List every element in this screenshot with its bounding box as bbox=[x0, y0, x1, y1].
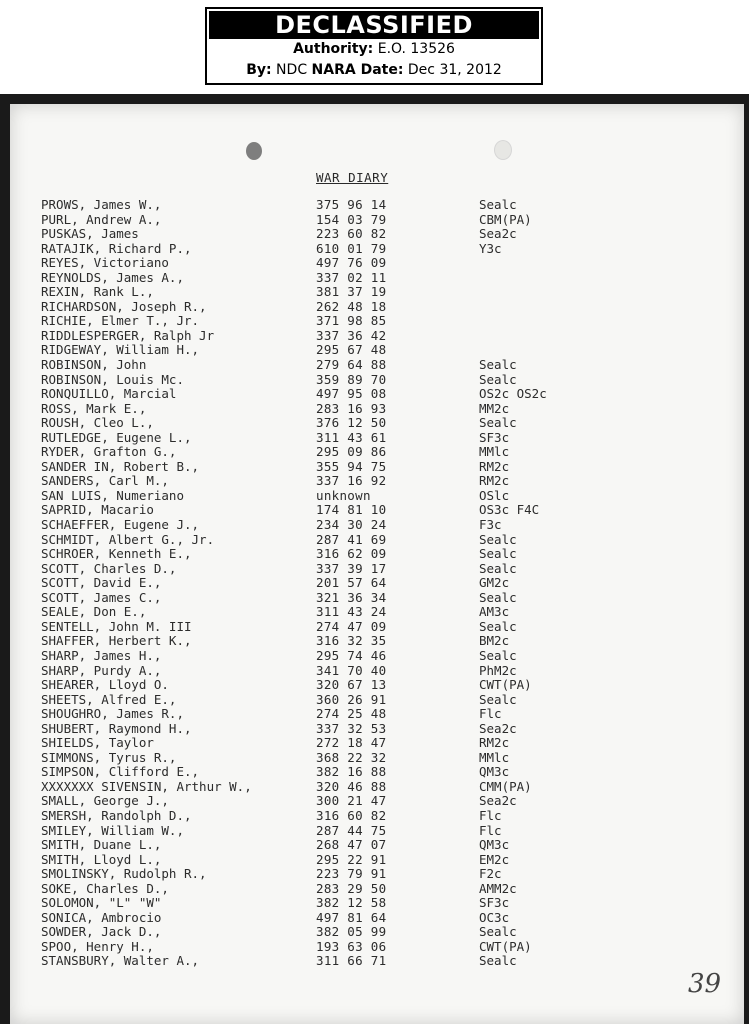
crew-name: SCHROER, Kenneth E., bbox=[41, 546, 192, 562]
crew-name: RIDGEWAY, William H., bbox=[41, 342, 200, 358]
service-number: unknown bbox=[316, 487, 371, 503]
declassified-stamp bbox=[205, 7, 543, 85]
service-number: 321 36 34 bbox=[316, 589, 387, 605]
rating: AM3c bbox=[479, 604, 510, 620]
rating: Flc bbox=[479, 822, 502, 838]
crew-name: SMILEY, William W., bbox=[41, 822, 184, 838]
crew-name: PROWS, James W., bbox=[41, 197, 162, 212]
crew-name: SCOTT, Charles D., bbox=[41, 560, 177, 576]
crew-name: REXIN, Rank L., bbox=[41, 284, 154, 300]
service-number: 497 95 08 bbox=[316, 386, 387, 402]
service-number: 382 12 58 bbox=[316, 895, 387, 911]
nara-date-label: NARA Date: bbox=[311, 62, 404, 78]
rating: RM2c bbox=[479, 473, 510, 489]
crew-name: XXXXXXX SIVENSIN, Arthur W., bbox=[41, 778, 252, 794]
service-number: 359 89 70 bbox=[316, 371, 387, 387]
crew-name: SOKE, Charles D., bbox=[41, 880, 169, 896]
rating: Flc bbox=[479, 807, 502, 823]
crew-name: SMITH, Lloyd L., bbox=[41, 851, 162, 867]
rating: CWT(PA) bbox=[479, 938, 532, 954]
crew-name: SHARP, James H., bbox=[41, 647, 162, 663]
service-number: 295 67 48 bbox=[316, 342, 387, 358]
service-number: 311 43 61 bbox=[316, 429, 387, 445]
rating: Sealc bbox=[479, 618, 517, 634]
document-title: WAR DIARY bbox=[316, 170, 389, 185]
service-number: 174 81 10 bbox=[316, 502, 387, 518]
service-number: 287 41 69 bbox=[316, 531, 387, 547]
service-number: 223 60 82 bbox=[316, 226, 387, 242]
rating: CBM(PA) bbox=[479, 211, 532, 227]
rating: AMM2c bbox=[479, 880, 517, 896]
crew-name: ROBINSON, John bbox=[41, 357, 147, 373]
service-number: 316 60 82 bbox=[316, 807, 387, 823]
service-number: 316 32 35 bbox=[316, 633, 387, 649]
rating: Sealc bbox=[479, 357, 517, 373]
by-label: By: bbox=[246, 62, 272, 78]
crew-name: SHIELDS, Taylor bbox=[41, 735, 154, 751]
rating: Sealc bbox=[479, 531, 517, 547]
rating: Sealc bbox=[479, 546, 517, 562]
service-number: 355 94 75 bbox=[316, 458, 387, 474]
crew-name: SEALE, Don E., bbox=[41, 604, 147, 620]
crew-name: SHEETS, Alfred E., bbox=[41, 691, 177, 707]
stamp-title: DECLASSIFIED bbox=[209, 11, 539, 39]
rating: OC3c bbox=[479, 909, 510, 925]
service-number: 382 05 99 bbox=[316, 924, 387, 940]
rating: CWT(PA) bbox=[479, 677, 532, 693]
crew-name: REYNOLDS, James A., bbox=[41, 269, 184, 285]
crew-name: SIMPSON, Clifford E., bbox=[41, 764, 200, 780]
service-number: 360 26 91 bbox=[316, 691, 387, 707]
rating: MMlc bbox=[479, 444, 510, 460]
service-number: 193 63 06 bbox=[316, 938, 387, 954]
rating: SF3c bbox=[479, 895, 510, 911]
document-page bbox=[10, 104, 744, 1024]
crew-name: SHEARER, Lloyd O. bbox=[41, 677, 169, 693]
crew-name: PUSKAS, James bbox=[41, 226, 139, 242]
by-value: NDC bbox=[271, 62, 312, 78]
service-number: 283 16 93 bbox=[316, 400, 387, 416]
crew-name: PURL, Andrew A., bbox=[41, 211, 162, 227]
service-number: 295 74 46 bbox=[316, 647, 387, 663]
service-number: 610 01 79 bbox=[316, 240, 387, 256]
service-number: 311 43 24 bbox=[316, 604, 387, 620]
rating: OSlc bbox=[479, 487, 510, 503]
crew-name: SHOUGHRO, James R., bbox=[41, 706, 184, 722]
crew-name: REYES, Victoriano bbox=[41, 255, 169, 271]
crew-name: RIDDLESPERGER, Ralph Jr bbox=[41, 327, 215, 343]
rating: Sea2c bbox=[479, 720, 517, 736]
crew-name: SMERSH, Randolph D., bbox=[41, 807, 192, 823]
rating: QM3c bbox=[479, 837, 510, 853]
crew-name: ROBINSON, Louis Mc. bbox=[41, 371, 184, 387]
rating: Sealc bbox=[479, 560, 517, 576]
rating: Sealc bbox=[479, 589, 517, 605]
crew-name: RICHIE, Elmer T., Jr. bbox=[41, 313, 200, 329]
rating: Sealc bbox=[479, 415, 517, 431]
crew-name: SANDER IN, Robert B., bbox=[41, 458, 200, 474]
crew-name: SIMMONS, Tyrus R., bbox=[41, 749, 177, 765]
rating: Sealc bbox=[479, 953, 517, 969]
crew-name: SONICA, Ambrocio bbox=[41, 909, 162, 925]
service-number: 497 81 64 bbox=[316, 909, 387, 925]
service-number: 320 67 13 bbox=[316, 677, 387, 693]
rating: Sealc bbox=[479, 691, 517, 707]
punch-hole-left bbox=[246, 142, 262, 160]
service-number: 371 98 85 bbox=[316, 313, 387, 329]
crew-name: SENTELL, John M. III bbox=[41, 618, 192, 634]
crew-name: SAPRID, Macario bbox=[41, 502, 154, 518]
crew-name: SMITH, Duane L., bbox=[41, 837, 162, 853]
service-number: 223 79 91 bbox=[316, 866, 387, 882]
service-number: 262 48 18 bbox=[316, 298, 387, 314]
rating: RM2c bbox=[479, 458, 510, 474]
crew-name: STANSBURY, Walter A., bbox=[41, 953, 200, 969]
rating: Sea2c bbox=[479, 226, 517, 242]
rating: MMlc bbox=[479, 749, 510, 765]
crew-name: SANDERS, Carl M., bbox=[41, 473, 169, 489]
service-number: 287 44 75 bbox=[316, 822, 387, 838]
crew-name: SOLOMON, "L" "W" bbox=[41, 895, 162, 911]
stamp-authority-line bbox=[207, 39, 541, 60]
crew-name: SCOTT, James C., bbox=[41, 589, 162, 605]
rating: MM2c bbox=[479, 400, 510, 416]
service-number: 311 66 71 bbox=[316, 953, 387, 969]
crew-name: ROSS, Mark E., bbox=[41, 400, 147, 416]
service-number: 234 30 24 bbox=[316, 517, 387, 533]
service-number: 154 03 79 bbox=[316, 211, 387, 227]
service-number: 337 36 42 bbox=[316, 327, 387, 343]
service-number: 337 02 11 bbox=[316, 269, 387, 285]
crew-name: SMALL, George J., bbox=[41, 793, 169, 809]
crew-name: RYDER, Grafton G., bbox=[41, 444, 177, 460]
rating: Sealc bbox=[479, 371, 517, 387]
page-number: 39 bbox=[688, 969, 722, 999]
rating: BM2c bbox=[479, 633, 510, 649]
rating: OS2c OS2c bbox=[479, 386, 547, 402]
rating: Sealc bbox=[479, 647, 517, 663]
rating: OS3c F4C bbox=[479, 502, 540, 518]
service-number: 274 25 48 bbox=[316, 706, 387, 722]
nara-date-value: Dec 31, 2012 bbox=[403, 62, 502, 78]
stamp-by-line bbox=[207, 60, 541, 81]
service-number: 375 96 14 bbox=[316, 197, 387, 212]
service-number: 272 18 47 bbox=[316, 735, 387, 751]
service-number: 320 46 88 bbox=[316, 778, 387, 794]
service-number: 337 39 17 bbox=[316, 560, 387, 576]
rating: Flc bbox=[479, 706, 502, 722]
rating: Sea2c bbox=[479, 793, 517, 809]
rating: PhM2c bbox=[479, 662, 517, 678]
crew-name: SHAFFER, Herbert K., bbox=[41, 633, 192, 649]
rating: F2c bbox=[479, 866, 502, 882]
service-number: 279 64 88 bbox=[316, 357, 387, 373]
service-number: 368 22 32 bbox=[316, 749, 387, 765]
authority-label: Authority: bbox=[293, 41, 374, 57]
rating: QM3c bbox=[479, 764, 510, 780]
service-number: 274 47 09 bbox=[316, 618, 387, 634]
service-number: 376 12 50 bbox=[316, 415, 387, 431]
crew-name: SAN LUIS, Numeriano bbox=[41, 487, 184, 503]
service-number: 268 47 07 bbox=[316, 837, 387, 853]
crew-name: SPOO, Henry H., bbox=[41, 938, 154, 954]
service-number: 381 37 19 bbox=[316, 284, 387, 300]
service-number: 300 21 47 bbox=[316, 793, 387, 809]
crew-name: SOWDER, Jack D., bbox=[41, 924, 162, 940]
rating: EM2c bbox=[479, 851, 510, 867]
crew-name: RUTLEDGE, Eugene L., bbox=[41, 429, 192, 445]
service-number: 295 22 91 bbox=[316, 851, 387, 867]
service-number: 497 76 09 bbox=[316, 255, 387, 271]
rating: GM2c bbox=[479, 575, 510, 591]
crew-name: RICHARDSON, Joseph R., bbox=[41, 298, 207, 314]
crew-name: SMOLINSKY, Rudolph R., bbox=[41, 866, 207, 882]
crew-name: SHARP, Purdy A., bbox=[41, 662, 162, 678]
service-number: 295 09 86 bbox=[316, 444, 387, 460]
rating: Y3c bbox=[479, 240, 502, 256]
authority-value: E.O. 13526 bbox=[373, 41, 455, 57]
rating: F3c bbox=[479, 517, 502, 533]
crew-name: RONQUILLO, Marcial bbox=[41, 386, 177, 402]
service-number: 316 62 09 bbox=[316, 546, 387, 562]
rating: CMM(PA) bbox=[479, 778, 532, 794]
crew-name: ROUSH, Cleo L., bbox=[41, 415, 154, 431]
service-number: 382 16 88 bbox=[316, 764, 387, 780]
rating: Sealc bbox=[479, 197, 517, 212]
service-number: 337 32 53 bbox=[316, 720, 387, 736]
crew-name: RATAJIK, Richard P., bbox=[41, 240, 192, 256]
service-number: 201 57 64 bbox=[316, 575, 387, 591]
crew-name: SCHMIDT, Albert G., Jr. bbox=[41, 531, 215, 547]
crew-name: SCOTT, David E., bbox=[41, 575, 162, 591]
service-number: 337 16 92 bbox=[316, 473, 387, 489]
service-number: 341 70 40 bbox=[316, 662, 387, 678]
crew-name: SCHAEFFER, Eugene J., bbox=[41, 517, 200, 533]
rating: SF3c bbox=[479, 429, 510, 445]
service-number: 283 29 50 bbox=[316, 880, 387, 896]
punch-hole-right bbox=[494, 140, 512, 160]
rating: RM2c bbox=[479, 735, 510, 751]
crew-name: SHUBERT, Raymond H., bbox=[41, 720, 192, 736]
rating: Sealc bbox=[479, 924, 517, 940]
